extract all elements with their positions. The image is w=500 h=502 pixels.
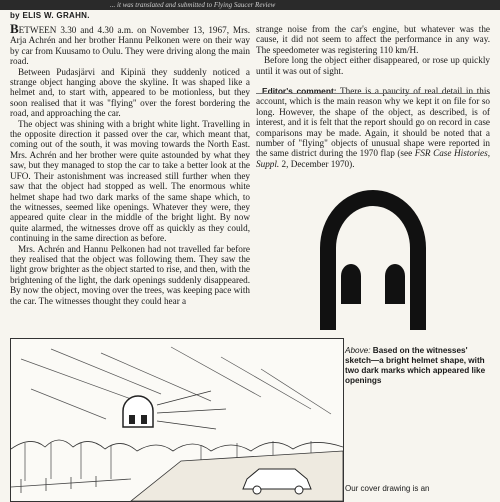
reference-title: FSR Case Histories, Suppl.: [256, 148, 491, 169]
article-column-right: [256, 24, 490, 169]
helmet-shape-illustration: [306, 182, 440, 330]
editor-comment: Editor's comment: There is a paucity of real detail in this account, which is the main reason why we kept it on file for so long. However, the shape of the object, as described, is of interest, and it is felt that the report should go on record in case comparisons may be made. Again, it should be noted that a number of "flying" objects of unusual shape were reported in the same district during the 1970 flap (see FSR Case Histories, Suppl. 2, December 1970).: [256, 86, 491, 169]
dark-opening-right: [385, 264, 405, 304]
road-scene-sketch: [10, 338, 344, 502]
cover-caption: Our cover drawing is an: [345, 484, 430, 493]
section-divider: [256, 93, 490, 94]
article-column-left: [10, 21, 250, 306]
article-paragraph: strange noise from the car's engine, but whatever was the cause, it did not seem to affect the performance in any way. The speedometer was registering 110 km/H.: [256, 24, 490, 55]
top-strip: [0, 0, 500, 10]
article-paragraph: BETWEEN 3.30 and 4.30 a.m. on November 13, 1967, Mrs. Arja Achrén and her brother Hannu Pelkonen were on their way by car from Kuusamo to Oulu. They were driving along the main road.: [10, 21, 250, 67]
article-paragraph: The object was shining with a bright white light. Travelling in the opposite direction it passed over the car, which meant that, coming out of the south, it was moving towards the North East. Mrs. Achrén and her brother were quite astounded by what they saw, but they managed to stop the car to take a better look at the UFO. Their astonishment was increased still further when they saw that the object had stopped as well. The enormous white helmet shape had two dark marks of the same shape which, to the witnesses, seemed like openings. Whatever they were, they appeared quite clear in the middle of the bright light. By now quite alarmed, the witnesses drove off as quickly as they could, continuing in the same direction as before.: [10, 118, 250, 244]
article-paragraph: Before long the object either disappeared, or rose up quickly until it was out of sight.: [256, 55, 490, 76]
ufo-sketch-object: [123, 391, 226, 429]
byline: by ELIS W. GRAHN.: [10, 11, 90, 20]
article-paragraph: Mrs. Achrén and Hannu Pelkonen had not travelled far before they realised that the object was following them. They saw the light grow brighter as the object started to rise, and then, with the brightening of the light, the dark openings suddenly disappeared. By now the object, moving over the trees, was keeping pace with the car. The witnesses thought they could hear a: [10, 243, 250, 306]
figure-caption: Above: Based on the witnesses' sketch—a bright helmet shape, with two dark marks which appeared like openings: [345, 346, 486, 385]
drop-cap: B: [10, 21, 19, 36]
article-paragraph: Between Pudasjärvi and Kipinä they suddenly noticed a strange object hanging above the skyline. It was shaped like a helmet and, to start with, appeared to be motionless, but they soon realised that it was "flying" over the forest bordering the road, and approaching the car.: [10, 66, 250, 119]
caption-lead: Above:: [345, 346, 371, 355]
top-strip-text: ... it was translated and submitted to Flying Saucer Review: [110, 1, 276, 9]
dark-opening-left: [341, 264, 361, 304]
editor-comment-label: Editor's comment:: [262, 86, 337, 97]
